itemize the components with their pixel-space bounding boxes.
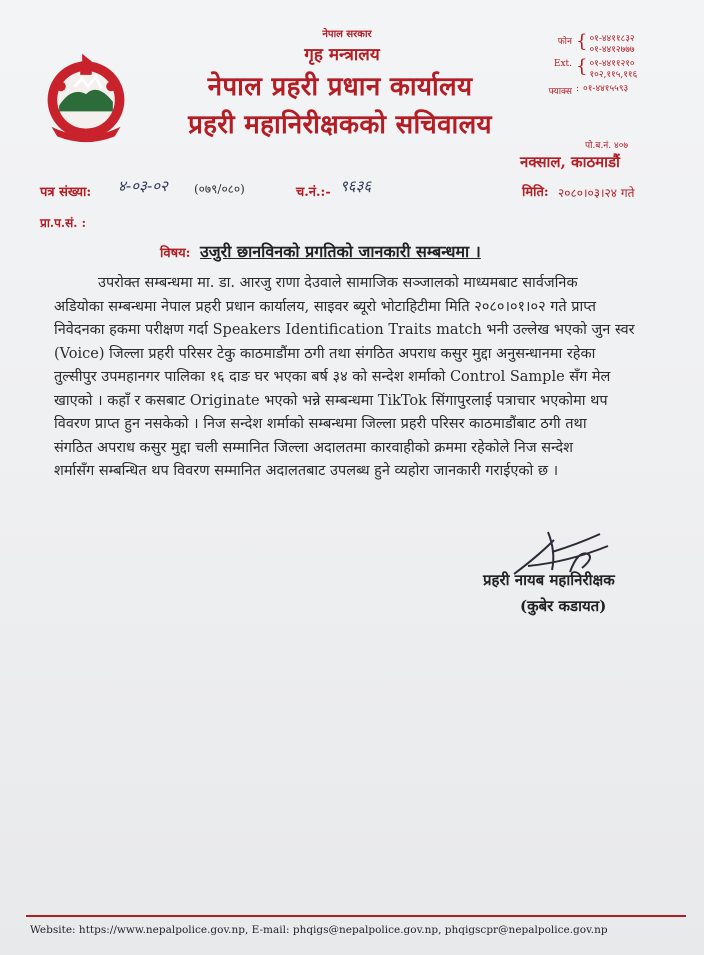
ext-number: १०२,११५,११६ (589, 70, 638, 80)
letter-no-label: पत्र संख्या: (40, 185, 92, 200)
date-label: मिति: (522, 185, 549, 200)
po-box: पो.ब.नं. ४०७ (585, 141, 629, 151)
office-address: नक्साल, काठमाडौं (520, 153, 620, 171)
government-name: नेपाल सरकार (322, 29, 372, 40)
brace-icon: { (576, 56, 588, 77)
phone-number: ०१-४४११८३२ (589, 34, 635, 44)
fax-number: ०१-४४१५५९३ (583, 84, 629, 94)
subject-label: विषय: (160, 246, 191, 261)
signatory-title: प्रहरी नायब महानिरीक्षक (483, 571, 615, 589)
body-line: (Voice) जिल्ला प्रहरी परिसर टेकु काठमाडौंमा ठगी तथा संगठित अपराध कसुर मुद्दा अनुसन्धानमा रहेका (54, 345, 596, 362)
body-line: अडियोका सम्बन्धमा नेपाल प्रहरी प्रधान कार्यालय, साइवर ब्यूरो भोटाहिटीमा मिति २०८०।०१।०२ गते प्राप्त (54, 298, 596, 315)
phone-label: फोन (557, 37, 572, 47)
letter-body (54, 272, 664, 484)
ext-number: ०१-४४११२१० (589, 59, 635, 69)
fiscal-year: (०७९/०८०) (194, 182, 245, 196)
body-line: खाएको । कहाँ र कसबाट Originate भएको भन्ने सम्बन्धमा TikTok सिंगापुरलाई पत्राचार भएकोमा थप (54, 392, 608, 409)
contact-block: फोन { ०१-४४११८३२ ०१-४४१२७७७ Ext. { ०१-४४११२१० १०२,११५,११६ फ्याक्स : ०१-४४१५५९३ (538, 34, 698, 100)
ministry-name: गृह मन्त्रालय (304, 45, 380, 65)
body-line: निवेदनका हकमा परीक्षण गर्दा Speakers Identification Traits match भनी उल्लेख भएको जुन स्वर (54, 322, 635, 338)
letterhead (150, 26, 530, 141)
brace-icon: { (576, 31, 588, 52)
letter-no-value: ४-०३-०२ (118, 177, 168, 195)
nepal-emblem-icon (38, 48, 134, 144)
body-line: शर्मासँग सम्बन्धित थप विवरण सम्मानित अदालतबाट उपलब्ध हुने व्यहोरा जानकारी गराईएको छ । (54, 463, 559, 479)
secretariat-name: प्रहरी महानिरीक्षकको सचिवालय (188, 110, 492, 140)
body-line: उपरोक्त सम्बन्धमा मा. डा. आरजु राणा देउवाले सामाजिक सञ्जालको माध्यमबाट सार्वजनिक (98, 275, 578, 291)
dispatch-number: ९६३६ (340, 177, 372, 195)
office-name: नेपाल प्रहरी प्रधान कार्यालय (207, 72, 473, 102)
fax-label: फ्याक्स (548, 87, 572, 97)
date-value: २०८०।०३।२४ गते (558, 186, 635, 200)
ext-label: Ext. (553, 59, 572, 69)
subject-line (160, 240, 481, 262)
body-line: संगठित अपराध कसुर मुद्दा चली सम्मानित जिल्ला अदालतमा कारवाहीको क्रममा रहेकोले निज सन्देश (54, 439, 574, 456)
prapa-label: प्रा.प.सं. : (40, 216, 87, 230)
phone-number: ०१-४४१२७७७ (589, 45, 635, 55)
body-line: तुल्सीपुर उपमहानगर पालिका १६ दाङ घर भएका बर्ष ३४ को सन्देश शर्माको Control Sample सँग मेल (54, 369, 611, 385)
footer-divider (26, 915, 686, 917)
dispatch-label: च.नं.:- (296, 185, 331, 200)
subject-text: उजुरी छानविनको प्रगतिको जानकारी सम्बन्धमा । (200, 242, 481, 261)
signatory-name: (कुबेर कडायत) (520, 597, 607, 615)
body-line: विवरण प्राप्त हुन नसकेको । निज सन्देश शर्माको सम्बन्धमा जिल्ला प्रहरी परिसर काठमाडौंबाट ठगी तथा (54, 416, 587, 432)
footer-contact: Website: https://www.nepalpolice.gov.np, E-mail: phqigs@nepalpolice.gov.np, phqigscpr@nepalpolice.gov.np (30, 924, 608, 936)
